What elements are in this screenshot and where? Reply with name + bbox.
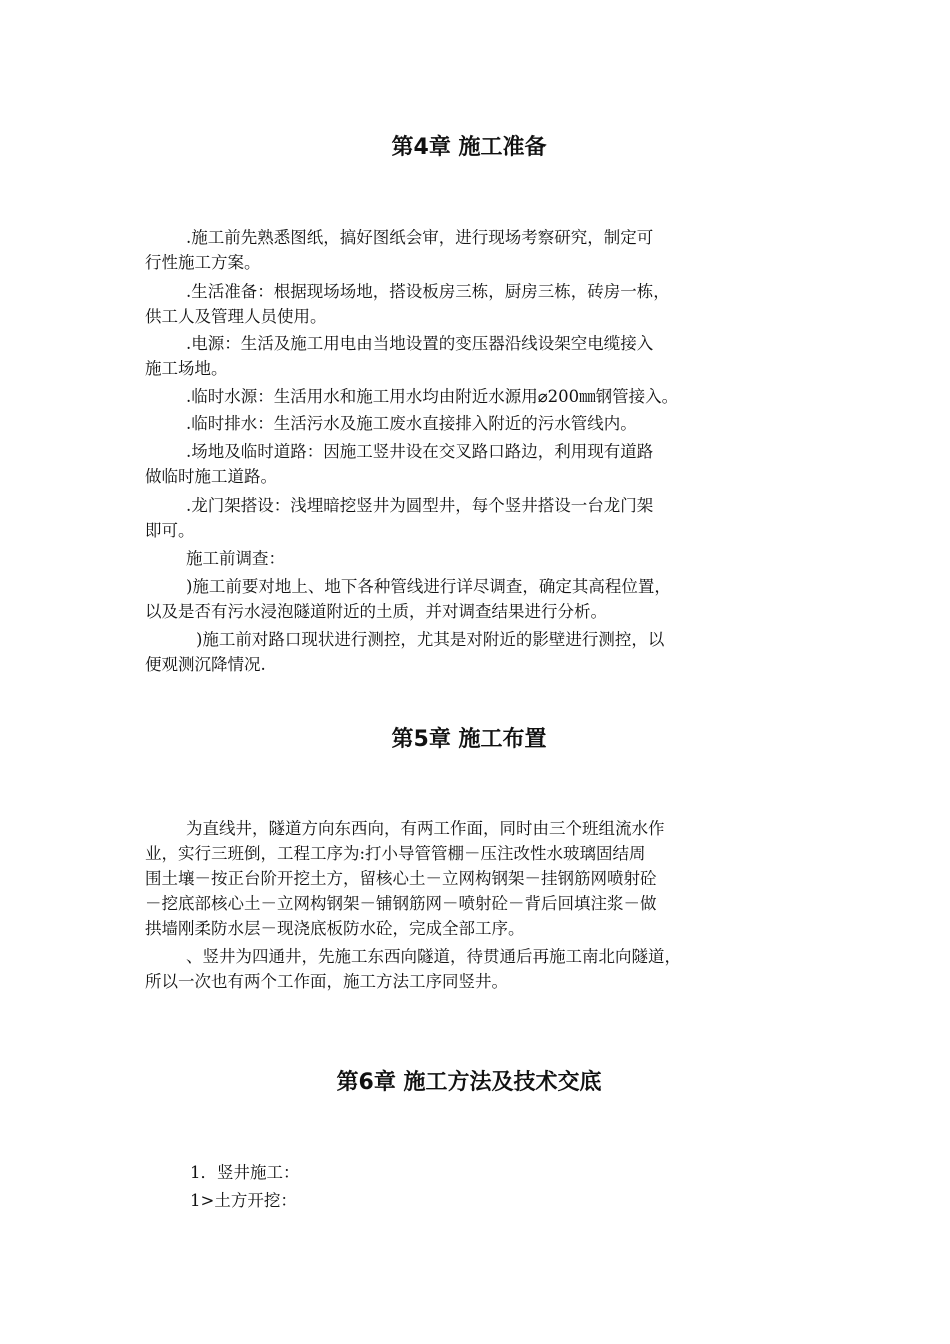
paragraph-line: 施工前调查： — [186, 549, 285, 568]
paragraph-line: 、竖井为四通井，先施工东西向隧道，待贯通后再施工南北向隧道， — [186, 947, 681, 966]
paragraph-line: 供工人及管理人员使用。 — [145, 307, 327, 326]
paragraph-line: 所以一次也有两个工作面，施工方法工序同竖井。 — [145, 972, 508, 991]
chapter-6-heading: 第6章 施工方法及技术交底 — [336, 1070, 602, 1095]
paragraph-line: 以及是否有污水浸泡隧道附近的土质，并对调查结果进行分析。 — [145, 602, 607, 621]
paragraph-line: .临时排水：生活污水及施工废水直接排入附近的污水管线内。 — [186, 414, 637, 433]
chapter-4-heading: 第4章 施工准备 — [391, 135, 547, 160]
paragraph-line: 拱墙刚柔防水层－现浇底板防水砼，完成全部工序。 — [145, 919, 525, 938]
paragraph-line: 做临时施工道路。 — [145, 467, 277, 486]
paragraph-line: 施工场地。 — [145, 359, 228, 378]
paragraph-line: .场地及临时道路：因施工竖井设在交叉路口路边，利用现有道路 — [186, 442, 654, 461]
paragraph-line: 便观测沉降情况. — [145, 655, 266, 674]
paragraph-line: .电源：生活及施工用电由当地设置的变压器沿线设架空电缆接入 — [186, 334, 654, 353]
paragraph-line: .龙门架搭设：浅埋暗挖竖井为圆型井，每个竖井搭设一台龙门架 — [186, 496, 654, 515]
paragraph-line: －挖底部核心土－立网构钢架－铺钢筋网－喷射砼－背后回填注浆－做 — [145, 894, 657, 913]
paragraph-line: 即可。 — [145, 521, 195, 540]
list-item: 1>土方开挖： — [190, 1191, 297, 1210]
paragraph-line: )施工前要对地上、地下各种管线进行详尽调查，确定其高程位置， — [186, 577, 671, 596]
chapter-5-heading: 第5章 施工布置 — [391, 727, 547, 752]
paragraph-line: 围土壤－按正台阶开挖土方，留核心土－立网构钢架－挂钢筋网喷射砼 — [145, 869, 657, 888]
paragraph-line: .生活准备：根据现场场地，搭设板房三栋，厨房三栋，砖房一栋， — [186, 282, 670, 301]
paragraph-line: )施工前对路口现状进行测控，尤其是对附近的影壁进行测控，以 — [196, 630, 665, 649]
paragraph-line: 为直线井，隧道方向东西向，有两工作面，同时由三个班组流水作 — [186, 819, 665, 838]
paragraph-line: 行性施工方案。 — [145, 253, 261, 272]
list-item: 1．竖井施工： — [190, 1163, 300, 1182]
paragraph-line: .临时水源：生活用水和施工用水均由附近水源用⌀200㎜钢管接入。 — [186, 387, 679, 406]
paragraph-line: .施工前先熟悉图纸，搞好图纸会审，进行现场考察研究，制定可 — [186, 228, 654, 247]
paragraph-line: 业，实行三班倒，工程工序为:打小导管管棚－压注改性水玻璃固结周 — [145, 844, 646, 863]
